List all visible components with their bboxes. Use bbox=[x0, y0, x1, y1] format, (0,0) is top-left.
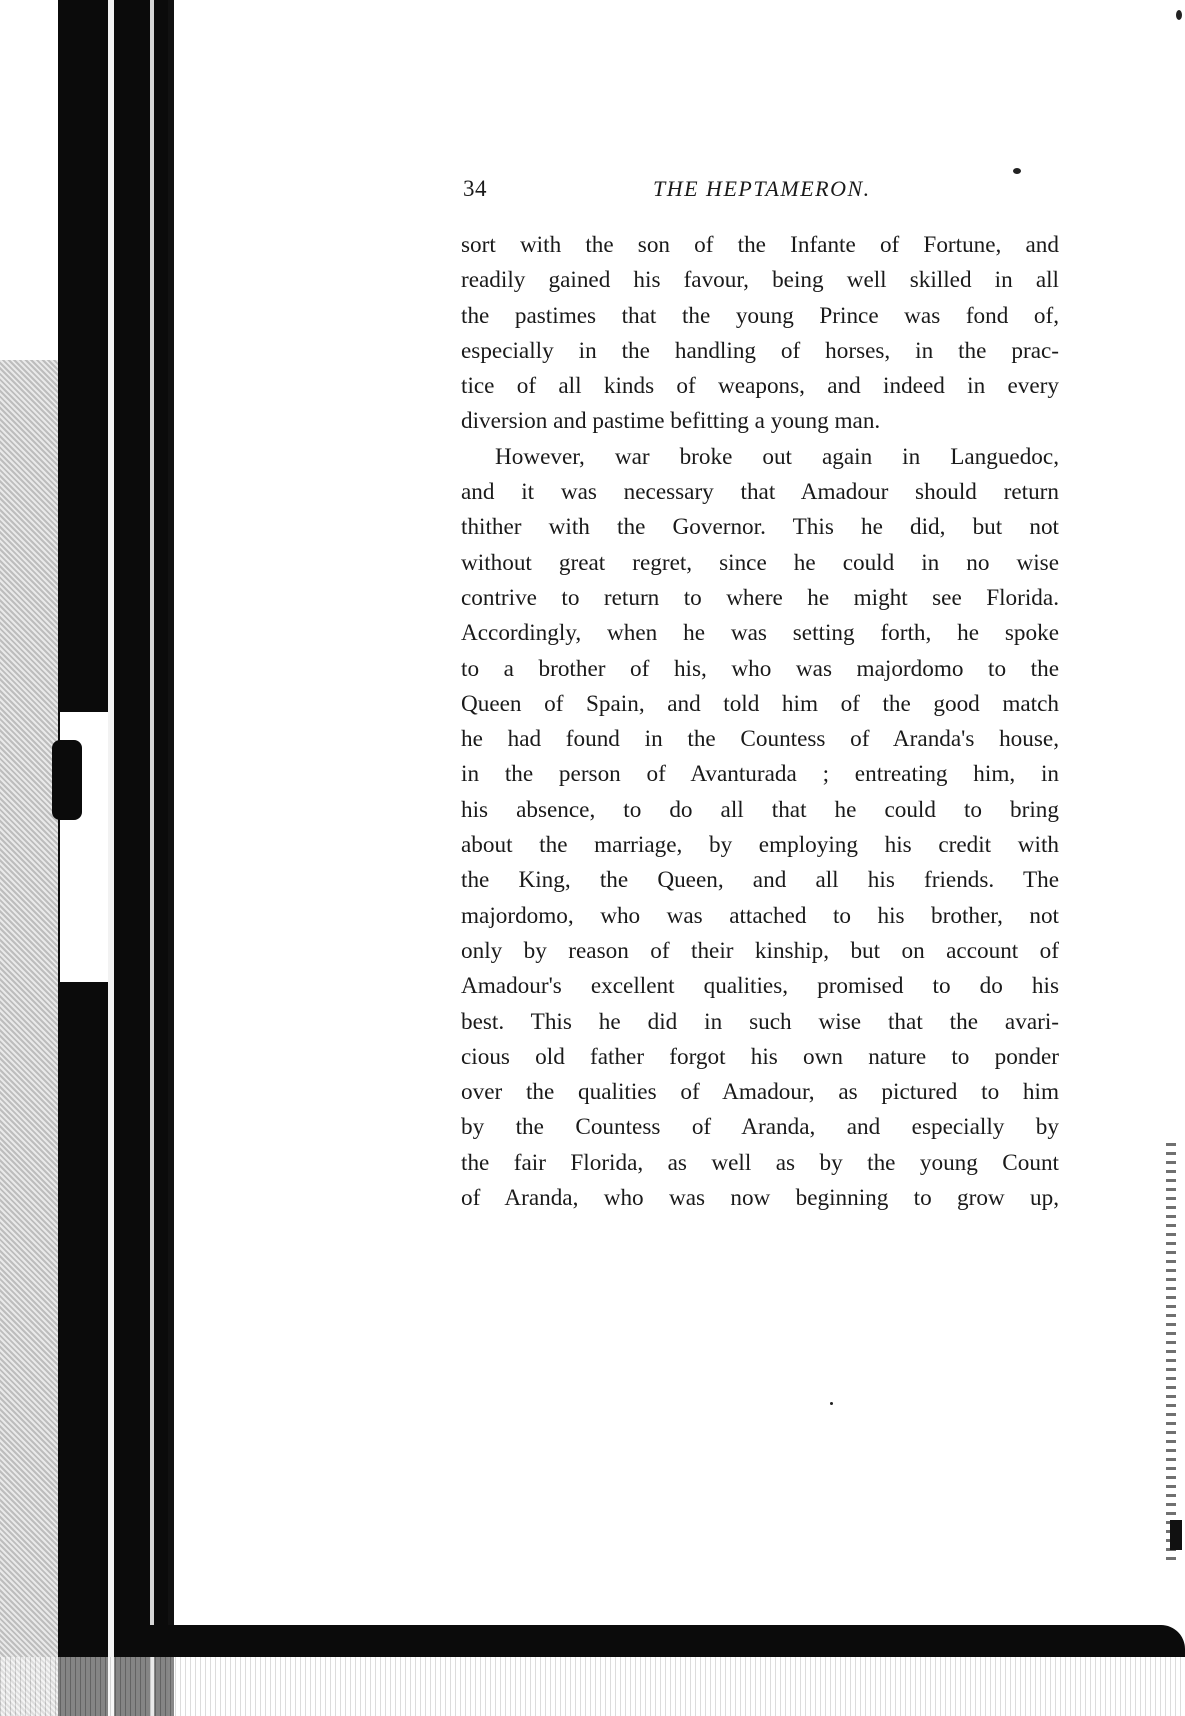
text-line: best. This he did in such wise that the avari- bbox=[461, 1008, 1059, 1035]
text-line: of Aranda, who was now beginning to grow up, bbox=[461, 1185, 1059, 1212]
text-line: only by reason of their kinship, but on account of bbox=[461, 937, 1059, 964]
scan-strip bbox=[108, 0, 114, 1716]
text-line: the pastimes that the young Prince was fond of, bbox=[461, 302, 1059, 329]
text-line: he had found in the Countess of Aranda's house, bbox=[461, 726, 1059, 753]
text-line: to a brother of his, who was majordomo to the bbox=[461, 655, 1059, 682]
text-line: sort with the son of the Infante of Fortune, and bbox=[461, 232, 1059, 258]
text-line: without great regret, since he could in no wise bbox=[461, 549, 1059, 576]
scan-page-edge bbox=[168, 0, 174, 1716]
scan-tab bbox=[52, 740, 82, 820]
scan-right-mark bbox=[1170, 1520, 1182, 1550]
scan-right-edge bbox=[1166, 1140, 1176, 1560]
text-line: his absence, to do all that he could to bring bbox=[461, 796, 1059, 823]
text-line: by the Countess of Aranda, and especially by bbox=[461, 1114, 1059, 1141]
text-line: the fair Florida, as well as by the young Count bbox=[461, 1149, 1059, 1176]
scan-grain-left bbox=[0, 360, 62, 1716]
paragraph-first-line: However, war broke out again in Languedoc, bbox=[495, 443, 1059, 470]
text-line: Accordingly, when he was setting forth, he spoke bbox=[461, 620, 1059, 647]
scan-strip bbox=[150, 0, 154, 1716]
page-number: 34 bbox=[463, 176, 487, 201]
scan-left-margin bbox=[0, 0, 180, 1716]
text-line: about the marriage, by employing his credit with bbox=[461, 832, 1059, 859]
scan-speck bbox=[1176, 10, 1182, 20]
text-line: over the qualities of Amadour, as pictured to him bbox=[461, 1079, 1059, 1106]
text-line: especially in the handling of horses, in the prac- bbox=[461, 337, 1059, 364]
text-line: in the person of Avanturada ; entreating him, in bbox=[461, 761, 1059, 788]
text-line: and it was necessary that Amadour should return bbox=[461, 479, 1059, 506]
scan-bottom-shadow bbox=[140, 1625, 1185, 1657]
running-title: THE HEPTAMERON. bbox=[653, 176, 871, 201]
scan-speck bbox=[830, 1402, 833, 1405]
page-header bbox=[463, 170, 1063, 210]
body-text bbox=[461, 228, 1059, 1216]
text-line: the King, the Queen, and all his friends. The bbox=[461, 867, 1059, 894]
text-line: Amadour's excellent qualities, promised to do his bbox=[461, 973, 1059, 1000]
text-line: contrive to return to where he might see Florida. bbox=[461, 584, 1059, 611]
scan-grain-bottom bbox=[0, 1657, 1185, 1716]
text-line: cious old father forgot his own nature to ponder bbox=[461, 1043, 1059, 1070]
text-line: majordomo, who was attached to his brother, not bbox=[461, 902, 1059, 929]
text-line: diversion and pastime befitting a young man. bbox=[461, 408, 881, 435]
text-line: tice of all kinds of weapons, and indeed in every bbox=[461, 373, 1059, 400]
text-line: readily gained his favour, being well skilled in all bbox=[461, 267, 1059, 294]
text-line: thither with the Governor. This he did, but not bbox=[461, 514, 1059, 541]
text-line: Queen of Spain, and told him of the good match bbox=[461, 690, 1059, 717]
